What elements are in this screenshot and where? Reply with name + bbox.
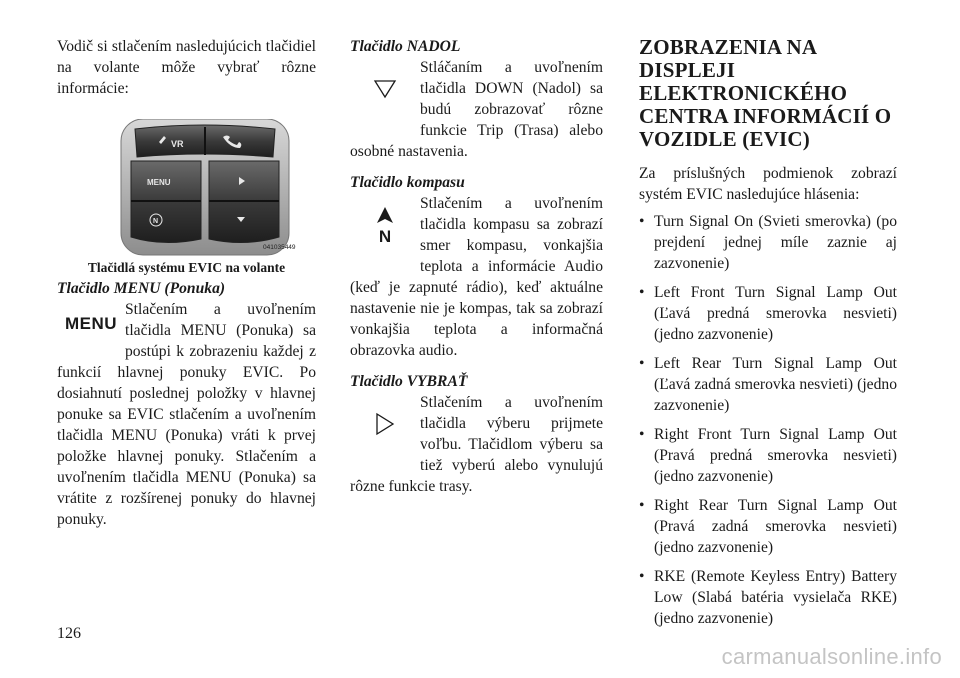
menu-button-text: Stlačením a uvoľnením tlačidla MENU (Ponuka) sa postúpi k zobrazeniu každej z funkcií hlavnej ponuky EVIC. Po dosiahnutí poslednej položky v hlavnej ponuke sa EVIC stlačením a uvoľnením tlačidla MENU (Ponuka) vráti k prvej položke hlavnej ponuky. Stlačením a uvoľnením tlačidla MENU (Ponuka) sa vrátite z rozšírenej ponuky do hlavnej ponuky. [57,301,316,528]
down-button-text: Stláčaním a uvoľnením tlačidla DOWN (Nadol) sa budú zobrazovať rôzne funkcie Trip (Trasa) alebo osobné nastavenia. [350,59,603,160]
list-item: • Left Front Turn Signal Lamp Out (Ľavá predná smerovka nesvieti) (jedno zazvonenie) [639,282,897,345]
steering-wheel-buttons-figure [115,119,313,257]
menu-button-heading: Tlačidlo MENU (Ponuka) [57,280,226,297]
compass-button-text: Stlačením a uvoľnením tlačidla kompasu sa zobrazí smer kompasu, vonkajšia teplota a informácie Audio (keď je zapnuté rádio), keď aktuálne nastavenie nie je kompas, tak sa zobrazí vonkajšia teplota a informačná obrazovka audio. [350,195,603,359]
menu-button-description [57,299,316,530]
section-title: ZOBRAZENIA NA DISPLEJI ELEKTRONICKÉHO CENTRA INFORMÁCIÍ O VOZIDLE (EVIC) [639,35,892,151]
list-item: • Right Front Turn Signal Lamp Out (Pravá predná smerovka nesvieti) (jedno zazvonenie) [639,424,897,487]
svg-text:MENU: MENU [147,178,171,187]
figure-caption: Tlačidlá systému EVIC na volante [87,260,286,275]
list-item: • RKE (Remote Keyless Entry) Battery Low (Slabá batéria vysielača RKE) (jedno zazvonenie) [639,566,897,629]
list-item: • Right Rear Turn Signal Lamp Out (Pravá zadná smerovka nesvieti) (jedno zazvonenie) [639,495,897,558]
down-button-description [350,57,603,162]
left-column [57,36,316,530]
middle-column [350,36,603,497]
select-button-text: Stlačením a uvoľnením tlačidla výberu prijmete voľbu. Tlačidlom výberu sa tiež vyberú alebo vynulujú rôzne funkcie trasy. [350,394,603,495]
evic-buttons-illustration [115,119,313,257]
watermark: carmanualsonline.info [721,644,942,669]
list-item: • Turn Signal On (Svieti smerovka) (po prejdení jednej míle zaznie aj zazvonenie) [639,211,897,274]
svg-text:N: N [378,227,392,245]
menu-icon: MENU [64,313,118,333]
select-button-heading: Tlačidlo VYBRAŤ [350,373,468,390]
svg-text:041035449: 041035449 [263,244,296,251]
down-arrow-icon [350,57,420,121]
down-button-heading: Tlačidlo NADOL [350,38,461,55]
compass-button-description [350,193,603,361]
svg-text:N: N [153,218,159,225]
compass-icon [350,193,420,257]
right-column [639,36,897,637]
compass-button-heading: Tlačidlo kompasu [350,174,465,191]
select-button-description [350,392,603,497]
section-intro: Za príslušných podmienok zobrazí systém EVIC nasledujúce hlásenia: [639,165,897,203]
list-item: • Left Rear Turn Signal Lamp Out (Ľavá zadná smerovka nesvieti) (jedno zazvonenie) [639,353,897,416]
intro-paragraph: Vodič si stlačením nasledujúcich tlačidiel na volante môže vybrať rôzne informácie: [57,38,316,97]
svg-text:VR: VR [171,139,184,149]
warning-message-list [639,211,897,629]
page-number: 126 [57,625,81,642]
right-arrow-icon [350,392,420,456]
